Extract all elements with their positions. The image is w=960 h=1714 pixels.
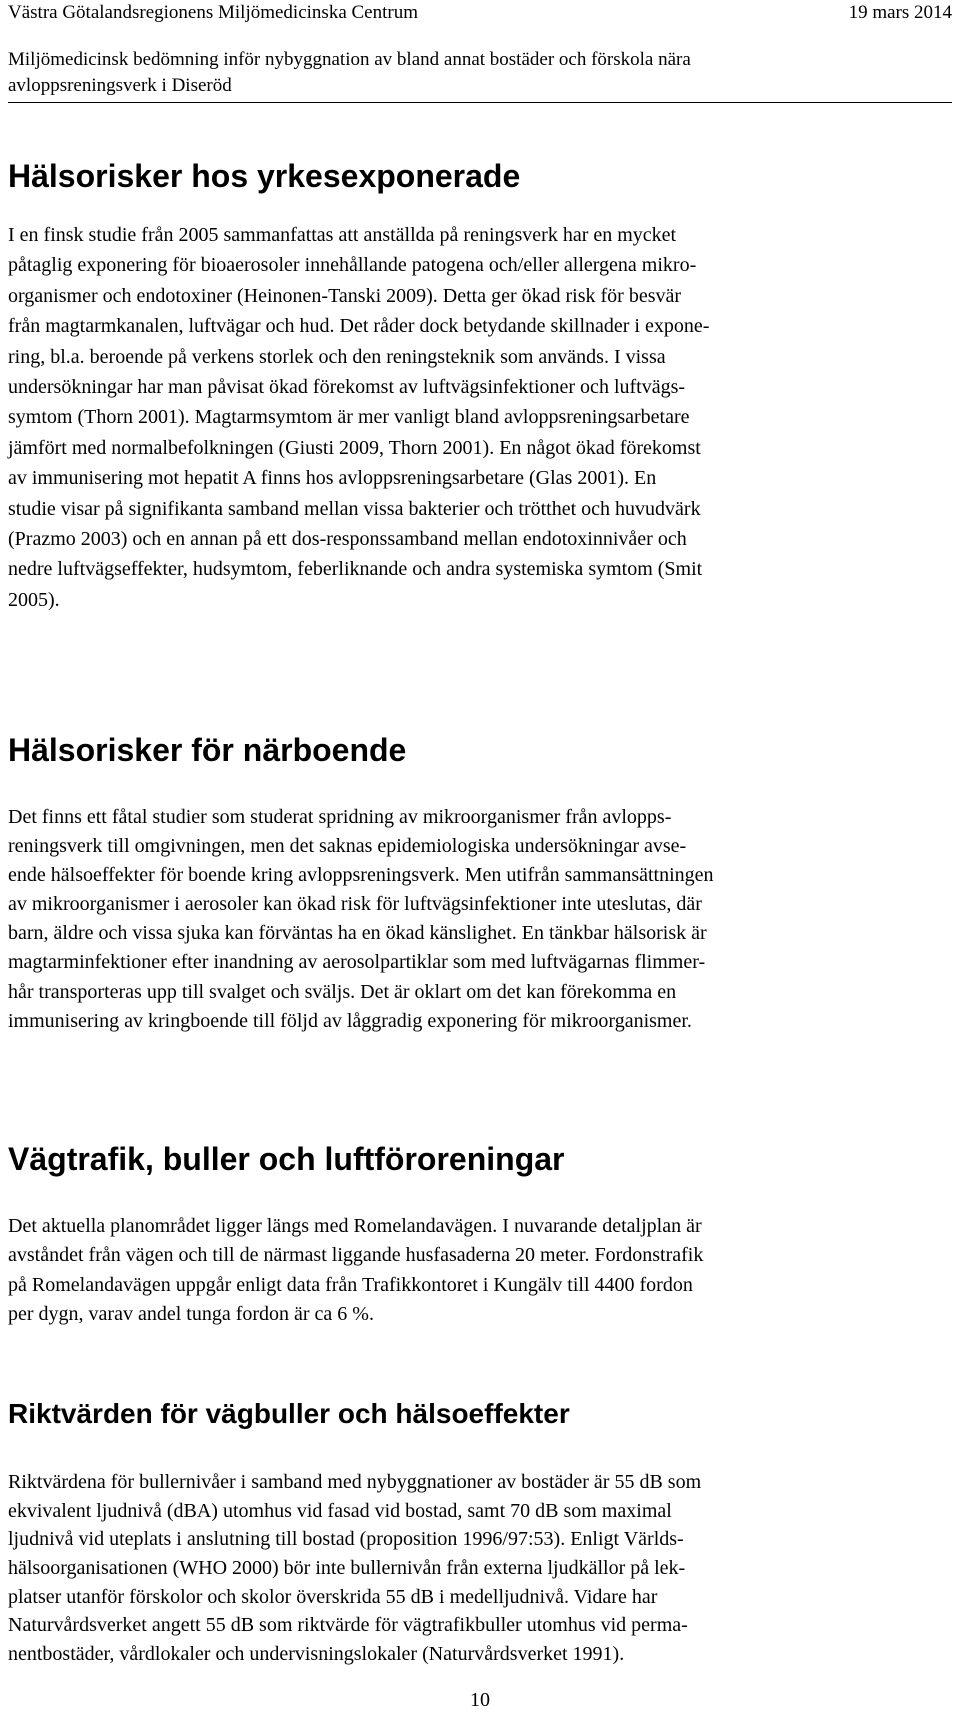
paragraph-line: platser utanför förskolor och skolor överskrida 55 dB i medelljudnivå. Vidare har xyxy=(8,1585,658,1608)
paragraph-line: nedre luftvägseffekter, hudsymtom, feberliknande och andra systemiska symtom (Smit xyxy=(8,558,703,581)
paragraph-line: på Romelandavägen uppgår enligt data från Trafikkontoret i Kungälv till 4400 fordon xyxy=(8,1273,693,1296)
paragraph-line: hälsoorganisationen (WHO 2000) bör inte bullernivån från externa ljudkällor på lek- xyxy=(8,1557,686,1580)
header-subtitle-line: Miljömedicinsk bedömning inför nybyggnation av bland annat bostäder och förskola nära xyxy=(8,49,691,70)
section-heading: Vägtrafik, buller och luftföroreningar xyxy=(8,1141,565,1177)
paragraph-line: från magtarmkanalen, luftvägar och hud. Det råder dock betydande skillnader i expone- xyxy=(8,315,710,338)
page-header xyxy=(8,2,952,24)
paragraph-line: Det aktuella planområdet ligger längs med Romelandavägen. I nuvarande detaljplan är xyxy=(8,1215,702,1237)
paragraph-line: (Prazmo 2003) och en annan på ett dos-responssamband mellan endotoxinnivåer och xyxy=(8,527,687,550)
paragraph-line: ring, bl.a. beroende på verkens storlek och den reningsteknik som används. I vissa xyxy=(8,345,666,368)
section-paragraph xyxy=(8,1212,952,1329)
paragraph-line: magtarminfektioner efter inandning av aerosolpartiklar som med luftvägarnas flimmer- xyxy=(8,951,706,974)
header-divider xyxy=(8,102,952,103)
header-subtitle-line: avloppsreningsverk i Diseröd xyxy=(8,75,232,96)
paragraph-line: immunisering av kringboende till följd av låggradig exponering för mikroorganismer. xyxy=(8,1009,692,1032)
section-heading: Hälsorisker hos yrkesexponerade xyxy=(8,158,521,194)
paragraph-line: av mikroorganismer i aerosoler kan ökad risk för luftvägsinfektioner inte uteslutas, där xyxy=(8,893,702,916)
paragraph-line: Naturvårdsverket angett 55 dB som riktvärde för vägtrafikbuller utomhus vid perma- xyxy=(8,1614,688,1637)
paragraph-line: ende hälsoeffekter för boende kring avloppsreningsverk. Men utifrån sammansättningen xyxy=(8,864,714,887)
paragraph-line: I en finsk studie från 2005 sammanfattas att anställda på reningsverk har en mycket xyxy=(8,224,677,246)
paragraph-line: påtaglig exponering för bioaerosoler innehållande patogena och/eller allergena mikro- xyxy=(8,254,697,277)
paragraph-line: Riktvärdena för bullernivåer i samband med nybyggnationer av bostäder är 55 dB som xyxy=(8,1471,702,1493)
paragraph-line: 2005). xyxy=(8,588,60,611)
paragraph-line: barn, äldre och vissa sjuka kan förväntas ha en ökad känslighet. En tänkbar hälsorisk är xyxy=(8,922,707,945)
paragraph-line: ekvivalent ljudnivå (dBA) utomhus vid fasad vid bostad, samt 70 dB som maximal xyxy=(8,1499,672,1522)
paragraph-line: Det finns ett fåtal studier som studerat spridning av mikroorganismer från avlopps- xyxy=(8,806,672,828)
header-date: 19 mars 2014 xyxy=(848,2,952,23)
section-paragraph xyxy=(8,220,952,615)
paragraph-line: studie visar på signifikanta samband mellan vissa bakterier och trötthet och huvudvärk xyxy=(8,497,701,520)
page-number: 10 xyxy=(470,1689,490,1711)
paragraph-line: symtom (Thorn 2001). Magtarmsymtom är mer vanligt bland avloppsreningsarbetare xyxy=(8,406,690,429)
paragraph-line: per dygn, varav andel tunga fordon är ca 6 %. xyxy=(8,1302,374,1325)
header-organization: Västra Götalandsregionens Miljömedicinska Centrum xyxy=(8,2,418,23)
paragraph-line: av immunisering mot hepatit A finns hos avloppsreningsarbetare (Glas 2001). En xyxy=(8,467,657,490)
paragraph-line: reningsverk till omgivningen, men det saknas epidemiologiska undersökningar avse- xyxy=(8,835,687,858)
paragraph-line: organismer och endotoxiner (Heinonen-Tanski 2009). Detta ger ökad risk för besvär xyxy=(8,284,682,307)
paragraph-line: hår transporteras upp till svalget och sväljs. Det är oklart om det kan förekomma en xyxy=(8,980,677,1003)
section-paragraph xyxy=(8,803,952,1036)
section-heading: Riktvärden för vägbuller och hälsoeffekter xyxy=(8,1398,570,1429)
paragraph-line: jämfört med normalbefolkningen (Giusti 2009, Thorn 2001). En något ökad förekomst xyxy=(8,436,701,459)
section-heading: Hälsorisker för närboende xyxy=(8,732,407,768)
paragraph-line: avståndet från vägen och till de närmast liggande husfasaderna 20 meter. Fordonstrafik xyxy=(8,1244,704,1267)
header-subtitle xyxy=(8,47,952,99)
paragraph-line: nentbostäder, vårdlokaler och undervisningslokaler (Naturvårdsverket 1991). xyxy=(8,1643,625,1666)
section-paragraph xyxy=(8,1468,952,1669)
paragraph-line: undersökningar har man påvisat ökad förekomst av luftvägsinfektioner och luftvägs- xyxy=(8,375,686,398)
paragraph-line: ljudnivå vid uteplats i anslutning till bostad (proposition 1996/97:53). Enligt Världs- xyxy=(8,1528,684,1551)
